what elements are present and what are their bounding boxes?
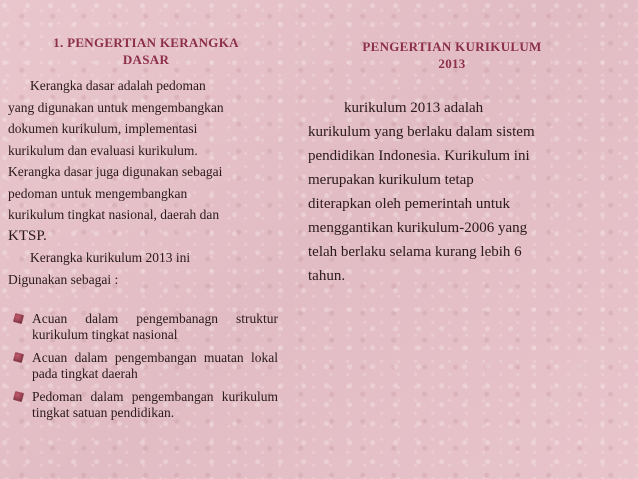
- right-line: menggantikan kurikulum-2006 yang: [308, 220, 528, 236]
- bullet-icon: [13, 352, 24, 363]
- right-line: merupakan kurikulum tetap: [308, 172, 474, 188]
- right-line: pendidikan Indonesia. Kurikulum ini: [308, 148, 530, 164]
- left-line: Kerangka dasar adalah pedoman: [30, 78, 206, 93]
- right-line: telah berlaku selama kurang lebih 6: [308, 244, 522, 260]
- right-heading-line2: 2013: [438, 56, 466, 71]
- left-line: Kerangka kurikulum 2013 ini: [30, 250, 191, 265]
- right-line: diterapkan oleh pemerintah untuk: [308, 196, 511, 212]
- bullet-text: Pedoman dalam pengembangan kurikulum tingkat satuan pendidikan.: [32, 389, 278, 420]
- left-paragraph: [8, 75, 278, 290]
- left-line: Kerangka dasar juga digunakan sebagai: [8, 164, 223, 179]
- right-line: tahun.: [308, 268, 346, 284]
- right-heading-line1: PENGERTIAN KURIKULUM: [362, 39, 542, 54]
- bullet-item: [10, 350, 278, 382]
- left-line: kurikulum tingkat nasional, daerah dan: [8, 207, 220, 222]
- left-line: dokumen kurikulum, implementasi: [8, 121, 198, 136]
- left-heading-line1: 1. PENGERTIAN KERANGKA: [53, 35, 239, 50]
- bullet-item: [10, 389, 278, 421]
- right-paragraph: [308, 96, 608, 288]
- left-line: Digunakan sebagai :: [8, 271, 119, 287]
- left-line: pedoman untuk mengembangkan: [8, 185, 188, 201]
- right-line: kurikulum 2013 adalah: [344, 100, 484, 116]
- left-heading-line2: DASAR: [122, 52, 170, 67]
- bullet-item: [10, 311, 278, 343]
- bullet-icon: [13, 313, 24, 324]
- left-line: yang digunakan untuk mengembangkan: [8, 99, 224, 115]
- right-line: kurikulum yang berlaku dalam sistem: [308, 124, 535, 140]
- bullet-list: [10, 311, 278, 428]
- right-heading: [312, 38, 592, 72]
- left-line: kurikulum dan evaluasi kurikulum.: [8, 142, 198, 158]
- bullet-icon: [13, 391, 24, 402]
- bullet-text: Acuan dalam pengembanagn struktur kurikulum tingkat nasional: [32, 311, 278, 342]
- left-line: KTSP.: [8, 227, 47, 244]
- bullet-text: Acuan dalam pengembangan muatan lokal pada tingkat daerah: [32, 350, 278, 381]
- left-heading: [22, 34, 270, 68]
